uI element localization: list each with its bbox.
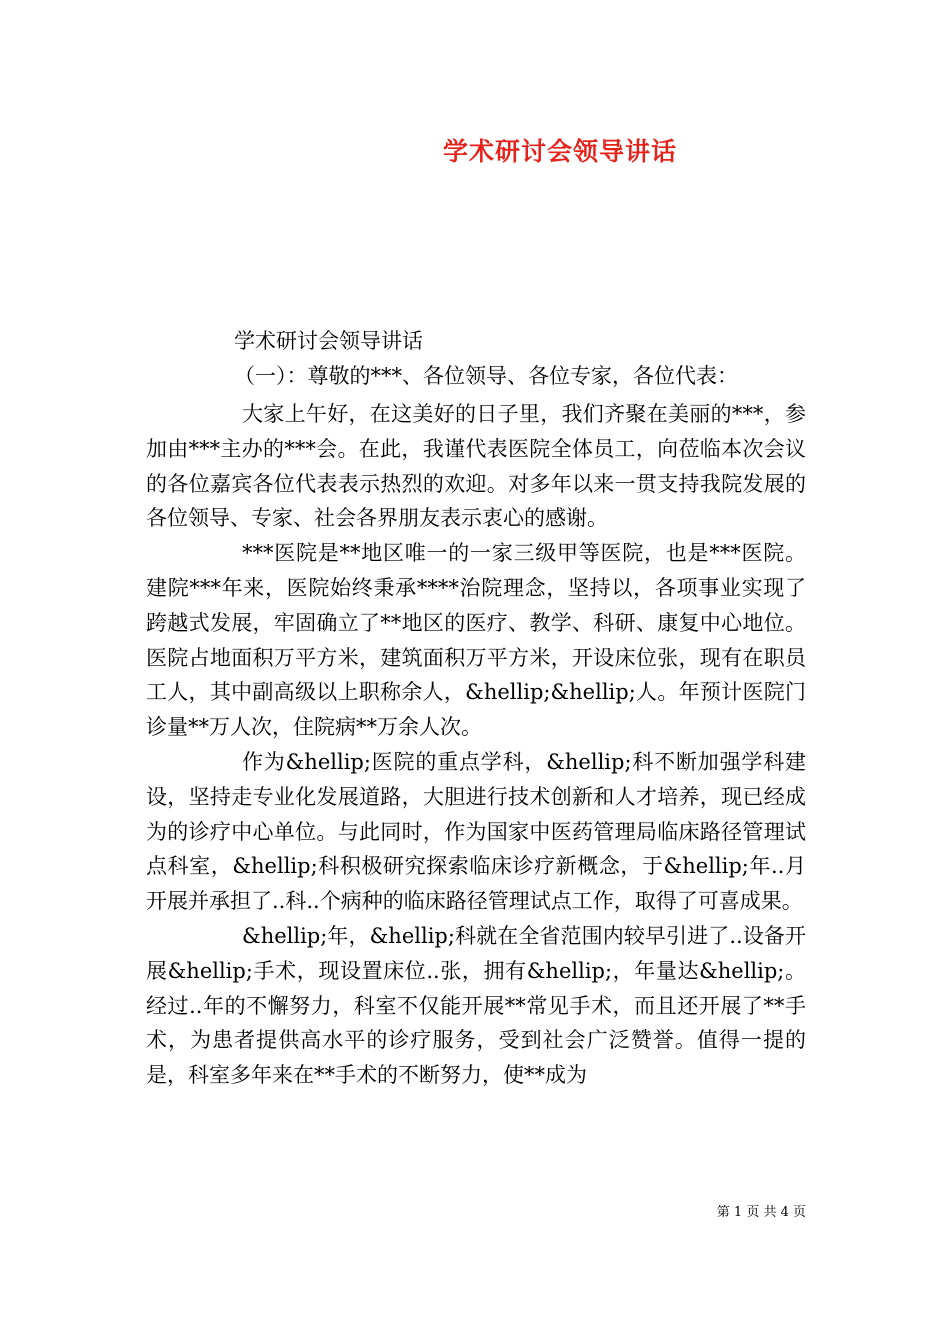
- document-body: [146, 397, 806, 1093]
- document-heading: 学术研讨会领导讲话: [234, 329, 423, 353]
- paragraph-achievements: &hellip;年，&hellip;科就在全省范围内较早引进了..设备开展&hellip;手术，现设置床位..张，拥有&hellip;，年量达&hellip;。经过..年的不懈努力，科室不仅能开展**常见手术，而且还开展了**手术，为患者提供高水平的诊疗服务，受到社会广泛赞誉。值得一提的是，科室多年来在**手术的不断努力，使**成为: [146, 923, 806, 1088]
- salutation-line: （一）：尊敬的***、各位领导、各位专家，各位代表：: [234, 364, 738, 388]
- paragraph-hospital-intro: ***医院是**地区唯一的一家三级甲等医院，也是***医院。建院***年来，医院始终秉承****治院理念，坚持以，各项事业实现了跨越式发展，牢固确立了**地区的医疗、教学、科研、康复中心地位。医院占地面积万平方米，建筑面积万平方米，开设床位张，现有在职员工人，其中副高级以上职称余人，&hellip;&hellip;人。年预计医院门诊量**万人次，住院病**万余人次。: [146, 541, 806, 740]
- page-title: 学术研讨会领导讲话: [442, 137, 677, 166]
- page-number-footer: 第 1 页 共 4 页: [716, 1205, 806, 1220]
- paragraph-welcome: 大家上午好，在这美好的日子里，我们齐聚在美丽的***，参加由***主办的***会。在此，我谨代表医院全体员工，向莅临本次会议的各位嘉宾各位代表表示热烈的欢迎。对多年以来一贯支持我院发展的各位领导、专家、社会各界朋友表示衷心的感谢。: [146, 402, 806, 531]
- paragraph-department: 作为&hellip;医院的重点学科，&hellip;科不断加强学科建设，坚持走专业化发展道路，大胆进行技术创新和人才培养，现已经成为的诊疗中心单位。与此同时，作为国家中医药管理局临床路径管理试点科室，&hellip;科积极研究探索临床诊疗新概念，于&hellip;年..月开展并承担了..科..个病种的临床路径管理试点工作，取得了可喜成果。: [146, 749, 806, 914]
